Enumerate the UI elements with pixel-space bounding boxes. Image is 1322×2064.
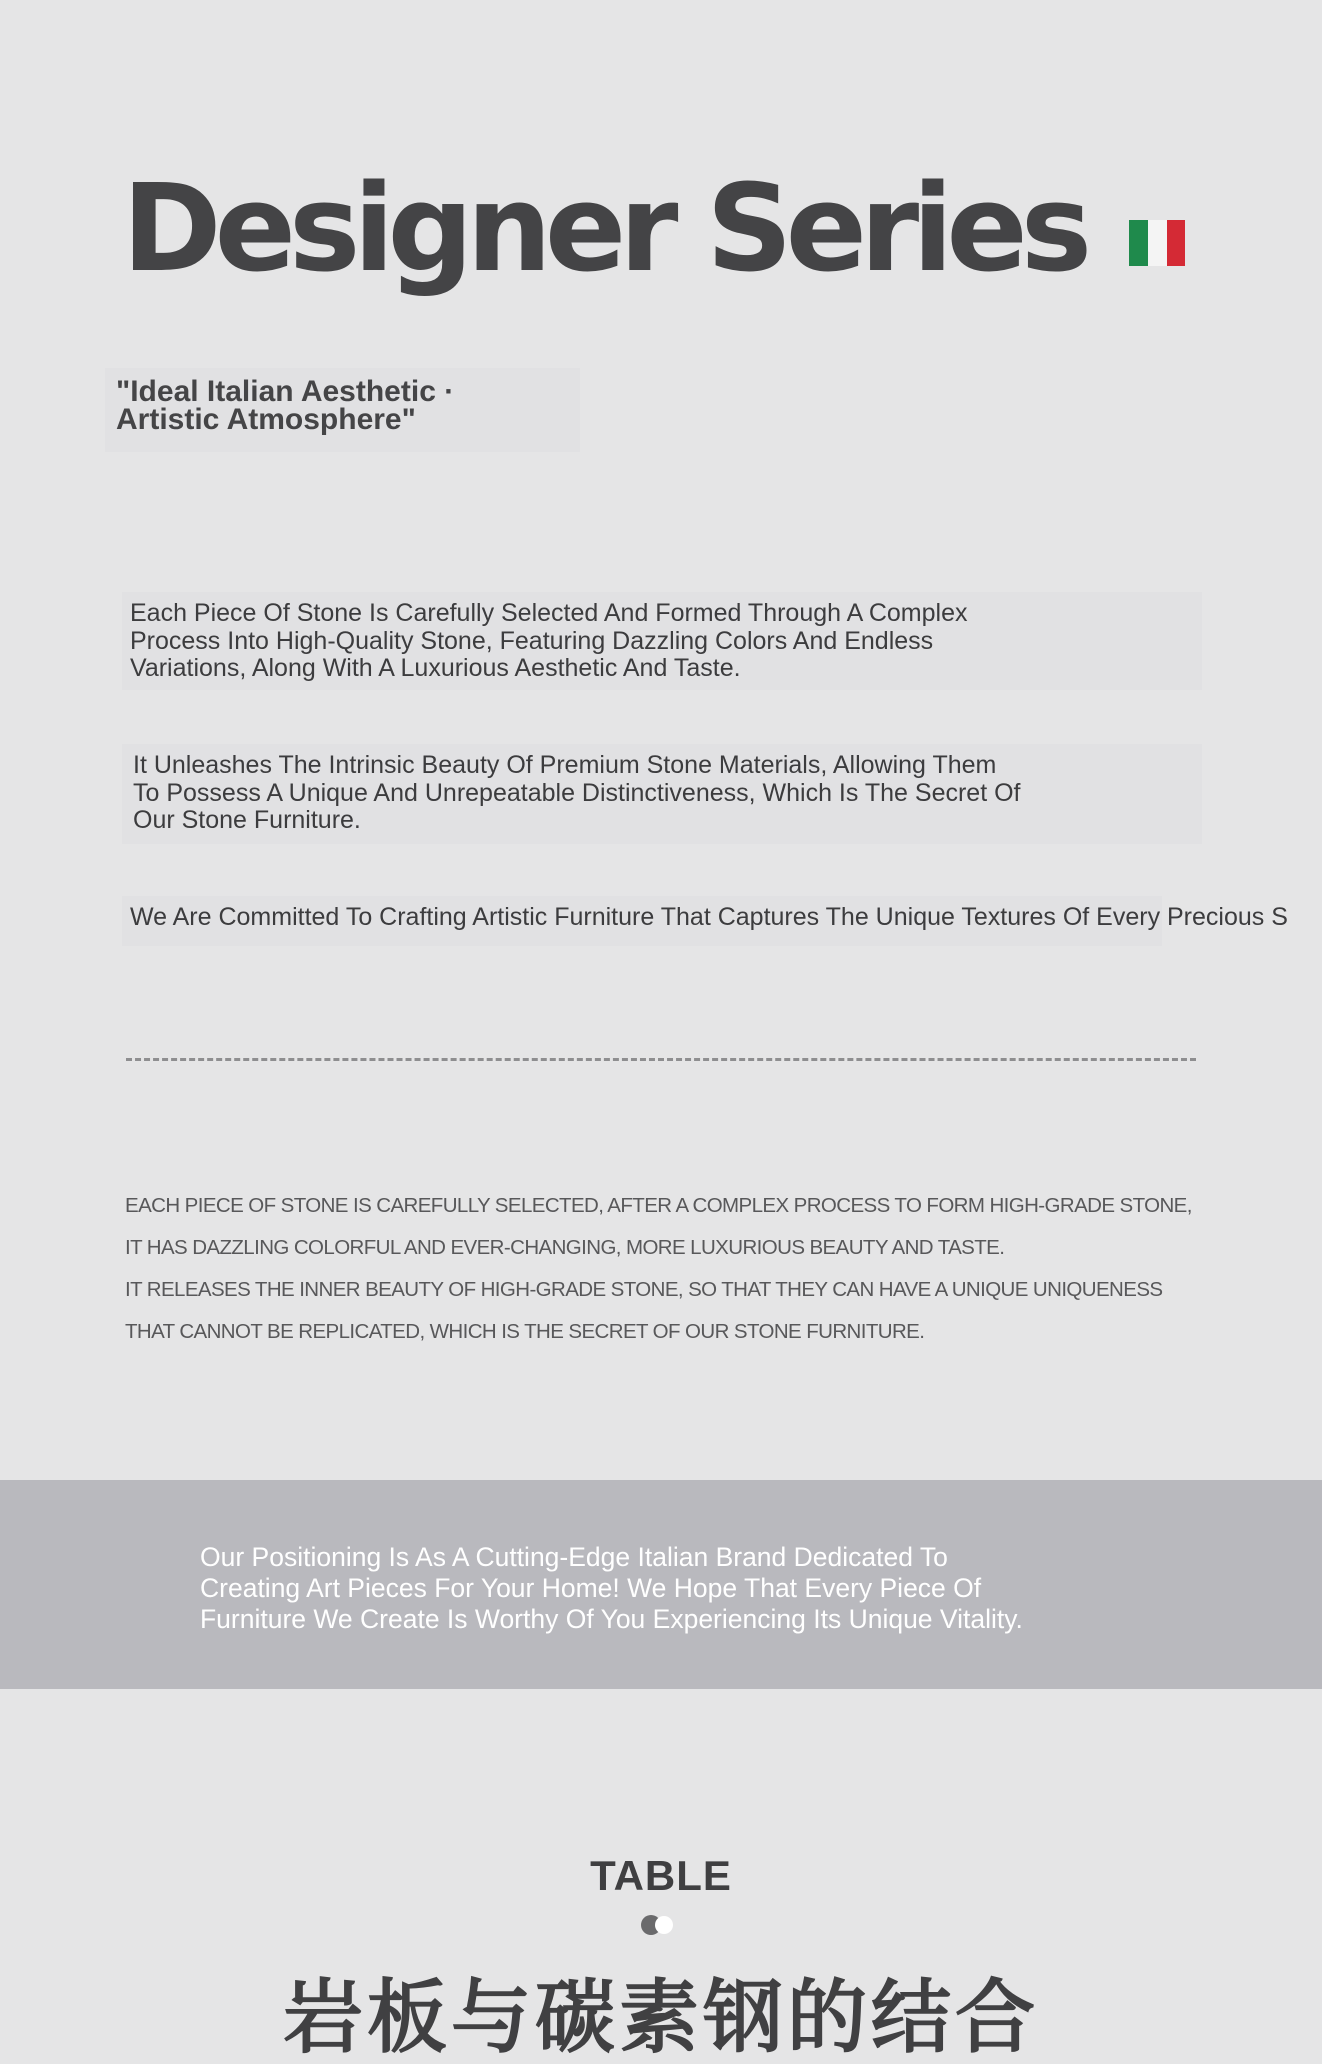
dot-light [655, 1916, 673, 1934]
table-section-title: TABLE [590, 1852, 732, 1899]
paragraph-3: We Are Committed To Crafting Artistic Furniture That Captures The Unique Textures Of Every Precious S [130, 903, 1288, 931]
caps-line-4: THAT CANNOT BE REPLICATED, WHICH IS THE SECRET OF OUR STONE FURNITURE. [125, 1320, 925, 1343]
positioning-statement [200, 1542, 1120, 1635]
caps-line-1: EACH PIECE OF STONE IS CAREFULLY SELECTED, AFTER A COMPLEX PROCESS TO FORM HIGH-GRADE STONE, [125, 1194, 1192, 1217]
flag-stripe-white [1148, 220, 1167, 266]
page-title: Designer Series [122, 160, 1086, 299]
flag-stripe-red [1167, 220, 1186, 266]
caps-line-2: IT HAS DAZZLING COLORFUL AND EVER-CHANGING, MORE LUXURIOUS BEAUTY AND TASTE. [125, 1236, 1005, 1259]
band-line-2: Creating Art Pieces For Your Home! We Hope That Every Piece Of [200, 1573, 982, 1603]
band-line-1: Our Positioning Is As A Cutting-Edge Italian Brand Dedicated To [200, 1542, 948, 1572]
dashed-divider [126, 1058, 1196, 1061]
flag-stripe-green [1129, 220, 1148, 266]
tagline-line-2: Artistic Atmosphere" [116, 403, 416, 436]
uppercase-description [125, 1185, 1275, 1353]
toggle-dots-icon [641, 1915, 675, 1935]
italian-flag-icon [1129, 220, 1185, 266]
chinese-heading: 岩板与碳素钢的结合 [283, 1971, 1039, 2064]
paragraph-1: Each Piece Of Stone Is Carefully Selected And Formed Through A Complex Process Into High-Quality Stone, Featuring Dazzling Colors And Endless Variations, Along With A Luxurious Aesthetic And Taste. [130, 599, 968, 682]
band-line-3: Furniture We Create Is Worthy Of You Experiencing Its Unique Vitality. [200, 1604, 1023, 1634]
header [122, 160, 1185, 299]
tagline [116, 375, 586, 436]
tagline-line-1: "Ideal Italian Aesthetic · [116, 375, 455, 408]
paragraph-2: It Unleashes The Intrinsic Beauty Of Premium Stone Materials, Allowing Them To Possess A Unique And Unrepeatable Distinctiveness, Which Is The Secret Of Our Stone Furniture. [133, 751, 1021, 834]
caps-line-3: IT RELEASES THE INNER BEAUTY OF HIGH-GRADE STONE, SO THAT THEY CAN HAVE A UNIQUE UNIQUENESS [125, 1278, 1163, 1301]
